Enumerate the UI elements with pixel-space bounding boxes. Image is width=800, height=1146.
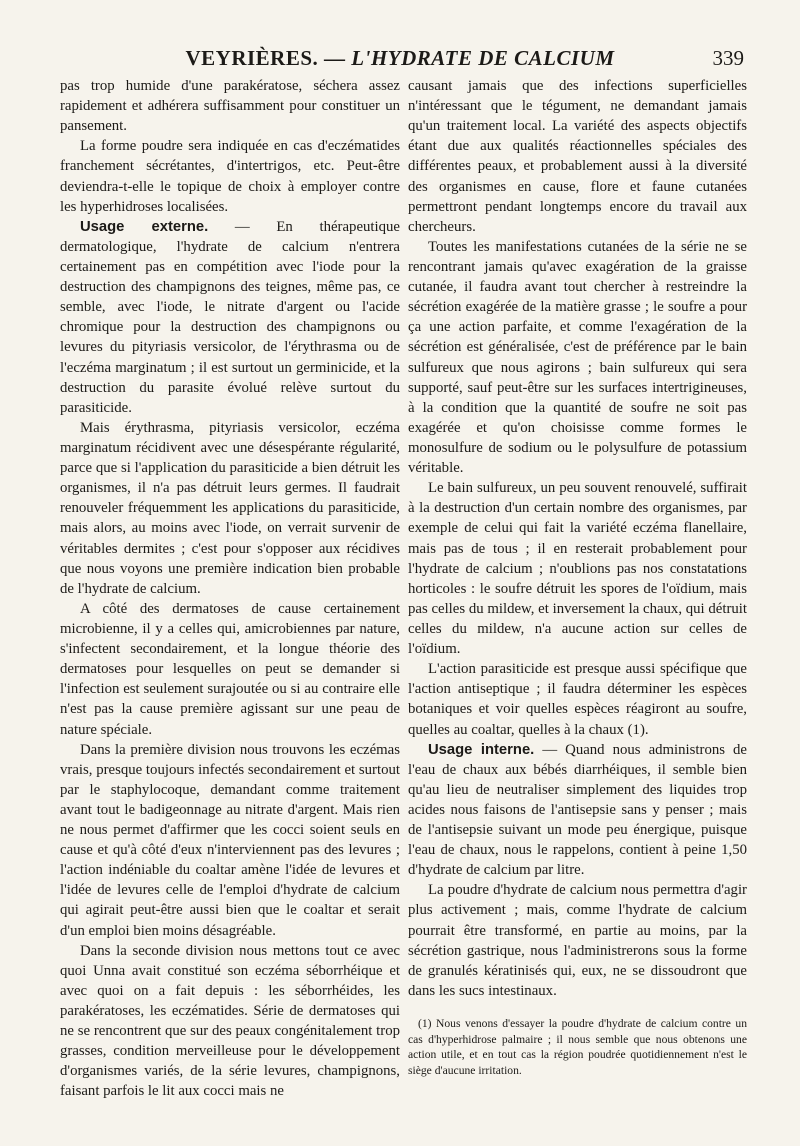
- paragraph: A côté des dermatoses de cause certainement microbienne, il y a celles qui, amicrobiennes par nature, s'infectent secondairement, et la longue théorie des dermatoses pour lesquelles on peut se demander si l'infection est seulement surajoutée ou si au contraire elle n'est pas la cause première agissant sur une peau de nature spéciale.: [60, 600, 400, 738]
- footnote-divider: [408, 1012, 747, 1013]
- paragraph-text: — Quand nous administrons de l'eau de chaux aux bébés diarrhéiques, il semble bien qu'au lieu de neutraliser simplement des liquides trop acides nous faisons de l'antisepsie sans y penser ; mais de l'antisepsie suivant un mode peu énergique, puisque l'eau de chaux, nous le rappelons, contient à peine 1,50 d'hydrate de calcium par litre.: [408, 741, 747, 879]
- left-column: [60, 76, 400, 1102]
- footnote: (1) Nous venons d'essayer la poudre d'hydrate de calcium contre un cas d'hyperhidrose palmaire ; il nous semble que nous obtenons une action utile, et en tout cas la région poudrée quotidiennement n'est le siège d'aucune irritation.: [408, 1017, 747, 1077]
- paragraph: Dans la première division nous trouvons les eczémas vrais, presque toujours infectés secondairement et surtout par le staphylocoque, demandant comme traitement avant tout le badigeonnage au nitrate d'argent. Mais rien ne nous permet d'affirmer que les cocci soient seuls en cause et qu'à côté d'eux n'interviennent pas des levures ; l'action indéniable du coaltar amène l'idée de levures et l'idée de levures celle de l'emploi d'hydrate de calcium qui agirait peut-être aussi bien que le coaltar et serait d'un emploi bien moins désagréable.: [60, 741, 400, 939]
- paragraph: La poudre d'hydrate de calcium nous permettra d'agir plus activement ; mais, comme l'hydrate de calcium pourrait être transformé, en partie au moins, par la sécrétion gastrique, nous l'administrerons sous la forme de granulés kératinisés qui, eux, ne se dissoudront que dans les sucs intestinaux.: [408, 882, 747, 999]
- paragraph: Dans la seconde division nous mettons tout ce avec quoi Unna avait constitué son eczéma séborrhéique et avec quoi on a fait depuis : les séborrhéides, les parakératoses, les eczématides. Série de dermatoses qui ne se rencontrent que sur des peaux congénitalement trop grasses, condition merveilleuse pour le développement d'organismes variés, de la série levures, champignons, faisant parfois le lit aux cocci mais ne: [60, 942, 400, 1100]
- paragraph: [408, 740, 747, 881]
- running-header: [56, 40, 744, 70]
- paragraph: causant jamais que des infections superficielles n'intéressant que le tégument, ne demandant jamais qu'un traitement local. La variété des aspects objectifs étant due aux qualités réactionnelles spéciales des différentes peaux, et probablement aussi à la diversité des organismes en cause, flore et faune cutanées permettront pendant longtemps encore du travail aux chercheurs.: [408, 78, 747, 235]
- page-number: 339: [712, 46, 744, 70]
- paragraph: Le bain sulfureux, un peu souvent renouvelé, suffirait à la destruction d'un certain nombre des organismes, par exemple de celui qui fait la variété eczéma flanellaire, mais pas de tous ; il en resterait probablement pour l'hydrate de calcium ; n'oublions pas nos constatations horticoles : le soufre détruit les spores de l'oïdium, mais pas celles du mildew, et inversement la chaux, qui détruit celles du mildew, n'a aucune action sur celles de l'oïdium.: [408, 480, 747, 658]
- paragraph: La forme poudre sera indiquée en cas d'eczématides franchement sécrétantes, d'intertrigos, etc. Peut-être deviendra-t-elle le topique de choix à employer contre les hyperhidroses localisées.: [60, 138, 400, 215]
- paragraph: [60, 217, 400, 418]
- paragraph: Toutes les manifestations cutanées de la série ne se rencontrant jamais qu'avec exagération de la graisse cutanée, il faudra avant tout chercher à restreindre la sécrétion exagérée de la matière grasse ; le soufre a pour ça une action parfaite, et comme l'exagération de la sécrétion est généralisée, c'est de préférence par le bain sulfureux que nous agirons ; bain sulfureux qui sera supporté, sauf peut-être sur les surfaces intertrigineuses, à la condition que la quantité de soufre ne soit pas exagérée et qu'on choisisse comme formes le monosulfure de sodium ou le polysulfure de potassium véritable.: [408, 238, 747, 477]
- paragraph: Mais érythrasma, pityriasis versicolor, eczéma marginatum récidivent avec une désespérante régularité, parce que si l'application du parasiticide a bien détruit les organismes, il n'a pas détruit leurs germes. Il faudrait renouveler fréquemment les applications du parasiticide, mais alors, au moins avec l'iode, on verrait survenir de véritables dermites ; c'est pour s'opposer aux récidives que nous voyons une première indication bien probable de l'hydrate de calcium.: [60, 419, 400, 597]
- header-title: L'HYDRATE DE CALCIUM: [351, 46, 615, 70]
- header-separator: —: [318, 46, 352, 70]
- right-column: [408, 76, 747, 1001]
- section-lead-internal: Usage interne.: [428, 741, 535, 758]
- paragraph: pas trop humide d'une parakératose, séchera assez rapidement et adhérera suffisamment pour constituer un pansement.: [60, 78, 400, 135]
- running-title: [56, 46, 744, 71]
- section-lead-external: Usage externe.: [80, 218, 209, 235]
- paragraph-text: — En thérapeutique dermatologique, l'hydrate de calcium n'entrera certainement pas en compétition avec l'iode pour la destruction des champignons des teignes, même pas, ce semble, avec l'iode, le nitrate d'argent ou l'acide chromique pour la destruction des champignons ou levures du pityriasis versicolor, de l'érythrasma ou de l'eczéma marginatum ; il est surtout un germinicide, et la destruction du parasite évolué relève surtout du parasiticide.: [60, 218, 400, 416]
- paragraph: L'action parasiticide est presque aussi spécifique que l'action antiseptique ; il faudra déterminer les espèces botaniques et voir quelles espèces réagiront au soufre, quelles au coaltar, quelles à la chaux (1).: [408, 661, 747, 738]
- header-author: VEYRIÈRES.: [185, 46, 319, 70]
